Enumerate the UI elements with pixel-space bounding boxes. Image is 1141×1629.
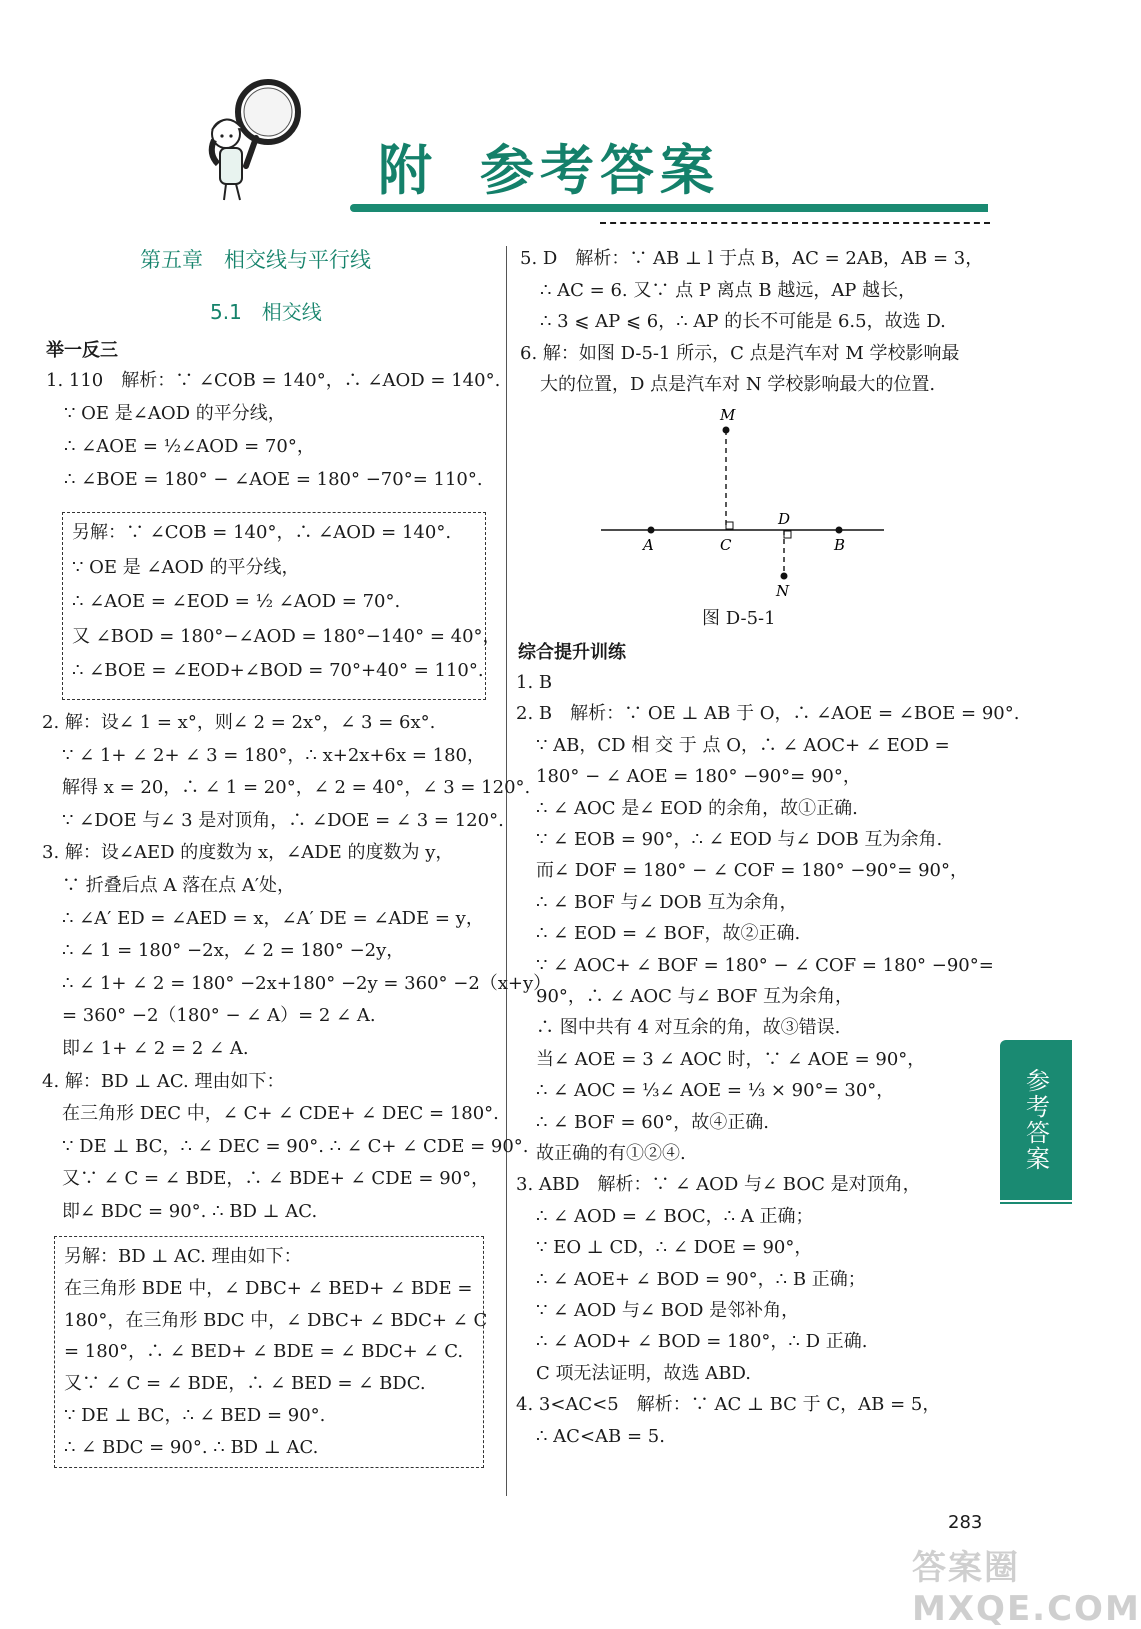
text-line: ∴ ∠ 1+ ∠ 2 = 180° −2x+180° −2y = 360° −2（x+y） [62,972,552,994]
text-line: ∴ ∠AOE = ½∠AOD = 70°， [64,436,315,457]
text-line: ∴ ∠AOE = ∠EOD = ½ ∠AOD = 70°. [72,591,401,612]
text-line: 又∵ ∠ C = ∠ BDE，∴ ∠ BDE+ ∠ CDE = 90°， [62,1168,490,1190]
figure-label-m: M [720,406,736,424]
text-line: ∵ OE 是 ∠AOD 的平分线， [72,556,300,578]
text-line: ∴ ∠ AOD+ ∠ BOD = 180°，∴ D 正确. [536,1331,868,1353]
text-line: ∵ ∠DOE 与∠ 3 是对顶角，∴ ∠DOE = ∠ 3 = 120°. [62,809,504,831]
text-line: ∴ ∠BOE = ∠EOD+∠BOD = 70°+40° = 110°. [72,660,484,681]
text-line: 2. 解：设∠ 1 = x°，则∠ 2 = 2x°，∠ 3 = 6x°. [42,712,436,733]
text-line: 1. 110 解析：∵ ∠COB = 140°，∴ ∠AOD = 140°. [46,370,501,391]
figure-label-n: N [776,582,790,600]
side-tab-underline [1000,1202,1072,1204]
text-line: 1. B [516,672,553,693]
figure-label-b: B [834,536,846,554]
text-line: ∴ ∠ AOC = ⅓∠ AOE = ⅓ × 90°= 30°， [536,1080,895,1102]
text-line: 180° − ∠ AOE = 180° −90°= 90°， [536,766,861,788]
side-tab-answers: 参考答案 [1000,1040,1072,1200]
text-line: ∴ ∠ BOF = 60°，故④正确. [536,1111,769,1133]
text-line: 4. 解：BD ⊥ AC. 理由如下： [42,1070,285,1092]
text-line: = 360° −2（180° − ∠ A）= 2 ∠ A. [62,1005,376,1027]
text-line: = 180°，∴ ∠ BED+ ∠ BDE = ∠ BDC+ ∠ C. [64,1341,464,1363]
text-line: 又∵ ∠ C = ∠ BDE，∴ ∠ BED = ∠ BDC. [64,1373,426,1395]
text-line: 即∠ BDC = 90°. ∴ BD ⊥ AC. [62,1201,318,1222]
mascot-illustration [198,74,328,204]
text-line: 而∠ DOF = 180° − ∠ COF = 180° −90°= 90°， [536,860,969,882]
figure-label-d: D [778,510,791,528]
page-number: 283 [948,1512,983,1533]
text-line: ∴ 图中共有 4 对互余的角，故③错误. [536,1017,841,1039]
text-line: ∵ AB，CD 相 交 于 点 O，∴ ∠ AOC+ ∠ EOD = [536,734,950,756]
text-line: 4. 3<AC<5 解析：∵ AC ⊥ BC 于 C，AB = 5， [516,1394,941,1416]
right-heading: 综合提升训练 [518,642,626,663]
text-line: ∴ ∠A′ ED = ∠AED = x，∠A′ DE = ∠ADE = y， [62,907,484,929]
text-line: 90°，∴ ∠ AOC 与∠ BOF 互为余角， [536,986,854,1007]
text-line: 另解：BD ⊥ AC. 理由如下： [64,1246,302,1267]
figure-point-b [836,527,843,534]
text-line: 又 ∠BOD = 180°−∠AOD = 180°−140° = 40°， [72,625,501,647]
header-dash-divider [600,222,990,224]
text-line: 在三角形 DEC 中，∠ C+ ∠ CDE+ ∠ DEC = 180°. [62,1103,499,1125]
text-line: 故正确的有①②④. [536,1143,686,1164]
text-line: ∴ ∠ AOE+ ∠ BOD = 90°，∴ B 正确； [536,1268,866,1290]
figure-point-n [781,573,788,580]
text-line: 另解：∵ ∠COB = 140°，∴ ∠AOD = 140°. [72,522,452,543]
figure-right-angle-c [726,522,733,529]
text-line: 当∠ AOE = 3 ∠ AOC 时，∵ ∠ AOE = 90°， [536,1048,926,1070]
text-line: ∵ OE 是∠AOD 的平分线， [64,403,286,424]
text-line: 2. B 解析：∵ OE ⊥ AB 于 O，∴ ∠AOE = ∠BOE = 90°. [516,703,1020,725]
text-line: 180°，在三角形 BDC 中，∠ DBC+ ∠ BDC+ ∠ C [64,1309,488,1331]
text-line: ∴ ∠ BDC = 90°. ∴ BD ⊥ AC. [64,1436,319,1458]
figure-label-a: A [643,536,654,554]
text-line: 在三角形 BDE 中，∠ DBC+ ∠ BED+ ∠ BDE = [64,1277,473,1299]
text-line: ∴ ∠ 1 = 180° −2x，∠ 2 = 180° −2y， [62,940,405,962]
figure-caption: 图 D-5-1 [702,608,776,629]
watermark: 答案圈 MXQE.COM [912,1548,1141,1629]
figure-point-a [648,527,655,534]
text-line: 3. ABD 解析：∵ ∠ AOD 与∠ BOC 是对顶角， [516,1174,921,1196]
left-heading: 举一反三 [46,340,118,361]
text-line: ∵ ∠ AOD 与∠ BOD 是邻补角， [536,1300,800,1321]
chapter-title: 第五章 相交线与平行线 [140,248,371,272]
text-line: ∴ AC = 6. 又∵ 点 P 离点 B 越远，AP 越长， [540,279,917,301]
text-line: ∴ ∠ BOF 与∠ DOB 互为余角， [536,891,798,913]
figure-right-angle-d [784,531,791,538]
text-line: 5. D 解析：∵ AB ⊥ l 于点 B，AC = 2AB，AB = 3， [520,248,984,269]
text-line: 解得 x = 20，∴ ∠ 1 = 20°，∠ 2 = 40°，∠ 3 = 120°. [62,777,531,799]
text-line: 3. 解：设∠AED 的度数为 x，∠ADE 的度数为 y， [42,842,454,864]
text-line: ∵ ∠ EOB = 90°，∴ ∠ EOD 与∠ DOB 互为余角. [536,829,943,850]
header-bar [350,204,988,212]
text-line: ∴ ∠ AOC 是∠ EOD 的余角，故①正确. [536,797,858,819]
text-line: ∵ ∠ AOC+ ∠ BOF = 180° − ∠ COF = 180° −90°= [536,954,994,976]
text-line: ∴ ∠ EOD = ∠ BOF，故②正确. [536,923,801,945]
text-line: ∴ ∠ AOD = ∠ BOC，∴ A 正确； [536,1205,814,1227]
figure-point-m [723,427,730,434]
text-line: ∴ AC<AB = 5. [536,1425,665,1447]
text-line: ∵ EO ⊥ CD，∴ ∠ DOE = 90°， [536,1237,813,1259]
column-divider [506,246,507,1496]
text-line: ∴ ∠BOE = 180° − ∠AOE = 180° −70°= 110°. [64,469,483,490]
text-line: C 项无法证明，故选 ABD. [536,1362,751,1384]
text-line: ∴ 3 ⩽ AP ⩽ 6，∴ AP 的长不可能是 6.5，故选 D. [540,311,946,332]
text-line: ∵ ∠ 1+ ∠ 2+ ∠ 3 = 180°，∴ x+2x+6x = 180， [62,744,486,766]
figure-label-c: C [720,536,732,554]
section-title: 5.1 相交线 [210,300,322,324]
text-line: 6. 解：如图 D-5-1 所示，C 点是汽车对 M 学校影响最 [520,342,960,364]
text-line: 即∠ 1+ ∠ 2 = 2 ∠ A. [62,1038,249,1059]
text-line: 大的位置，D 点是汽车对 N 学校影响最大的位置. [540,374,936,395]
text-line: ∵ DE ⊥ BC，∴ ∠ DEC = 90°. ∴ ∠ C+ ∠ CDE = 90°. [62,1135,529,1157]
text-line: ∵ 折叠后点 A 落在点 A′处， [62,875,295,896]
page-title: 附 参考答案 [378,139,720,202]
text-line: ∵ DE ⊥ BC，∴ ∠ BED = 90°. [64,1405,326,1426]
figure-d-5-1 [596,400,896,600]
